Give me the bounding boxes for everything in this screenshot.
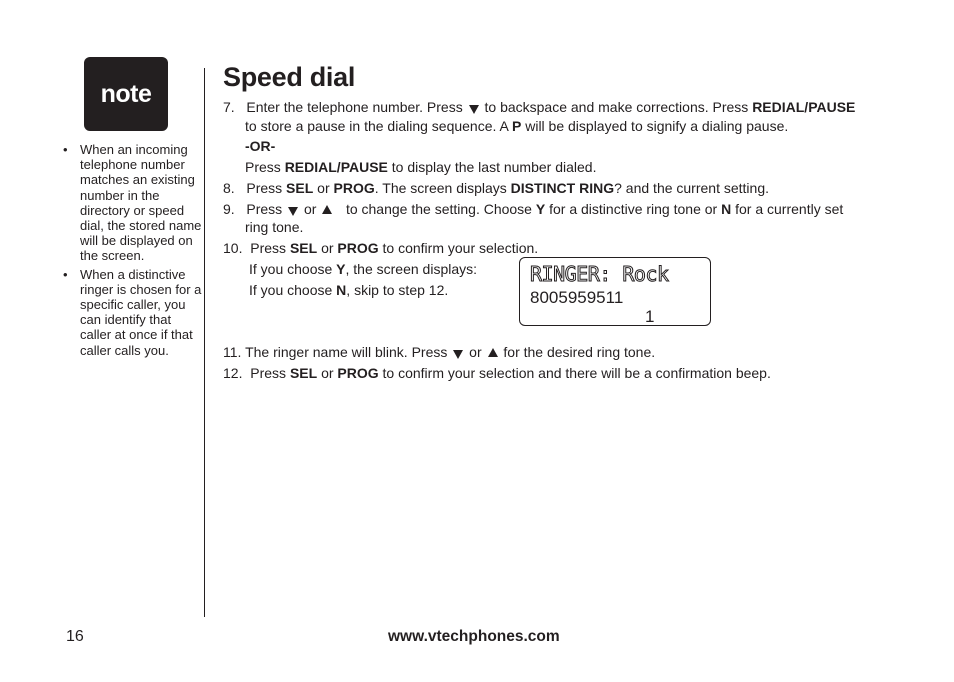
- step-10-choice-y: If you choose Y, the screen displays:: [249, 261, 478, 277]
- lcd-ringer-line: RINGER: Rock: [530, 262, 669, 286]
- lcd-screen: [519, 257, 711, 326]
- page-number: 16: [66, 628, 84, 645]
- step-7-or: -OR-: [245, 138, 276, 154]
- bullet: •: [63, 266, 68, 282]
- note-text: When a distinctive ringer is chosen for a specific caller, you can identify that caller at once if that caller calls you.: [80, 266, 202, 358]
- up-arrow-icon: [322, 205, 332, 214]
- note-label: note: [100, 79, 152, 108]
- step-8: 8. Press SEL or PROG. The screen displays DISTINCT RING? and the current setting.: [223, 180, 769, 196]
- website-url: www.vtechphones.com: [388, 628, 560, 645]
- lcd-number-line: 8005959511: [530, 288, 624, 307]
- up-arrow-icon: [488, 348, 498, 357]
- note-item: [63, 142, 205, 264]
- down-arrow-icon: [453, 350, 463, 359]
- note-item: [63, 267, 205, 358]
- step-10-choice-n: If you choose N, skip to step 12.: [249, 282, 449, 298]
- bullet: •: [63, 142, 68, 157]
- step-9-line-2: ring tone.: [245, 219, 304, 235]
- note-text: When an incoming telephone number matches an existing number in the directory or speed dial, the stored name will be displayed on the screen.: [80, 142, 202, 264]
- down-arrow-icon: [469, 105, 479, 114]
- divider: [204, 68, 205, 617]
- step-9-line-1: 9. Press or to change the setting. Choose Y for a distinctive ring tone or N for a currently set: [223, 201, 844, 217]
- down-arrow-icon: [288, 207, 298, 216]
- step-7-line-2: to store a pause in the dialing sequence. A P will be displayed to signify a dialing pause.: [245, 118, 789, 134]
- step-7-line-3: Press REDIAL/PAUSE to display the last number dialed.: [245, 159, 597, 175]
- step-11: 11. The ringer name will blink. Press or for the desired ring tone.: [223, 344, 656, 360]
- step-10: 10. Press SEL or PROG to confirm your selection.: [223, 240, 539, 256]
- note-list: [63, 142, 205, 361]
- step-12: 12. Press SEL or PROG to confirm your selection and there will be a confirmation beep.: [223, 365, 771, 381]
- page-title: Speed dial: [223, 62, 356, 92]
- lcd-index-line: 1: [645, 307, 655, 326]
- note-badge: [84, 57, 168, 131]
- step-7-line-1: 7. Enter the telephone number. Press to backspace and make corrections. Press REDIAL/PAUSE: [223, 99, 856, 115]
